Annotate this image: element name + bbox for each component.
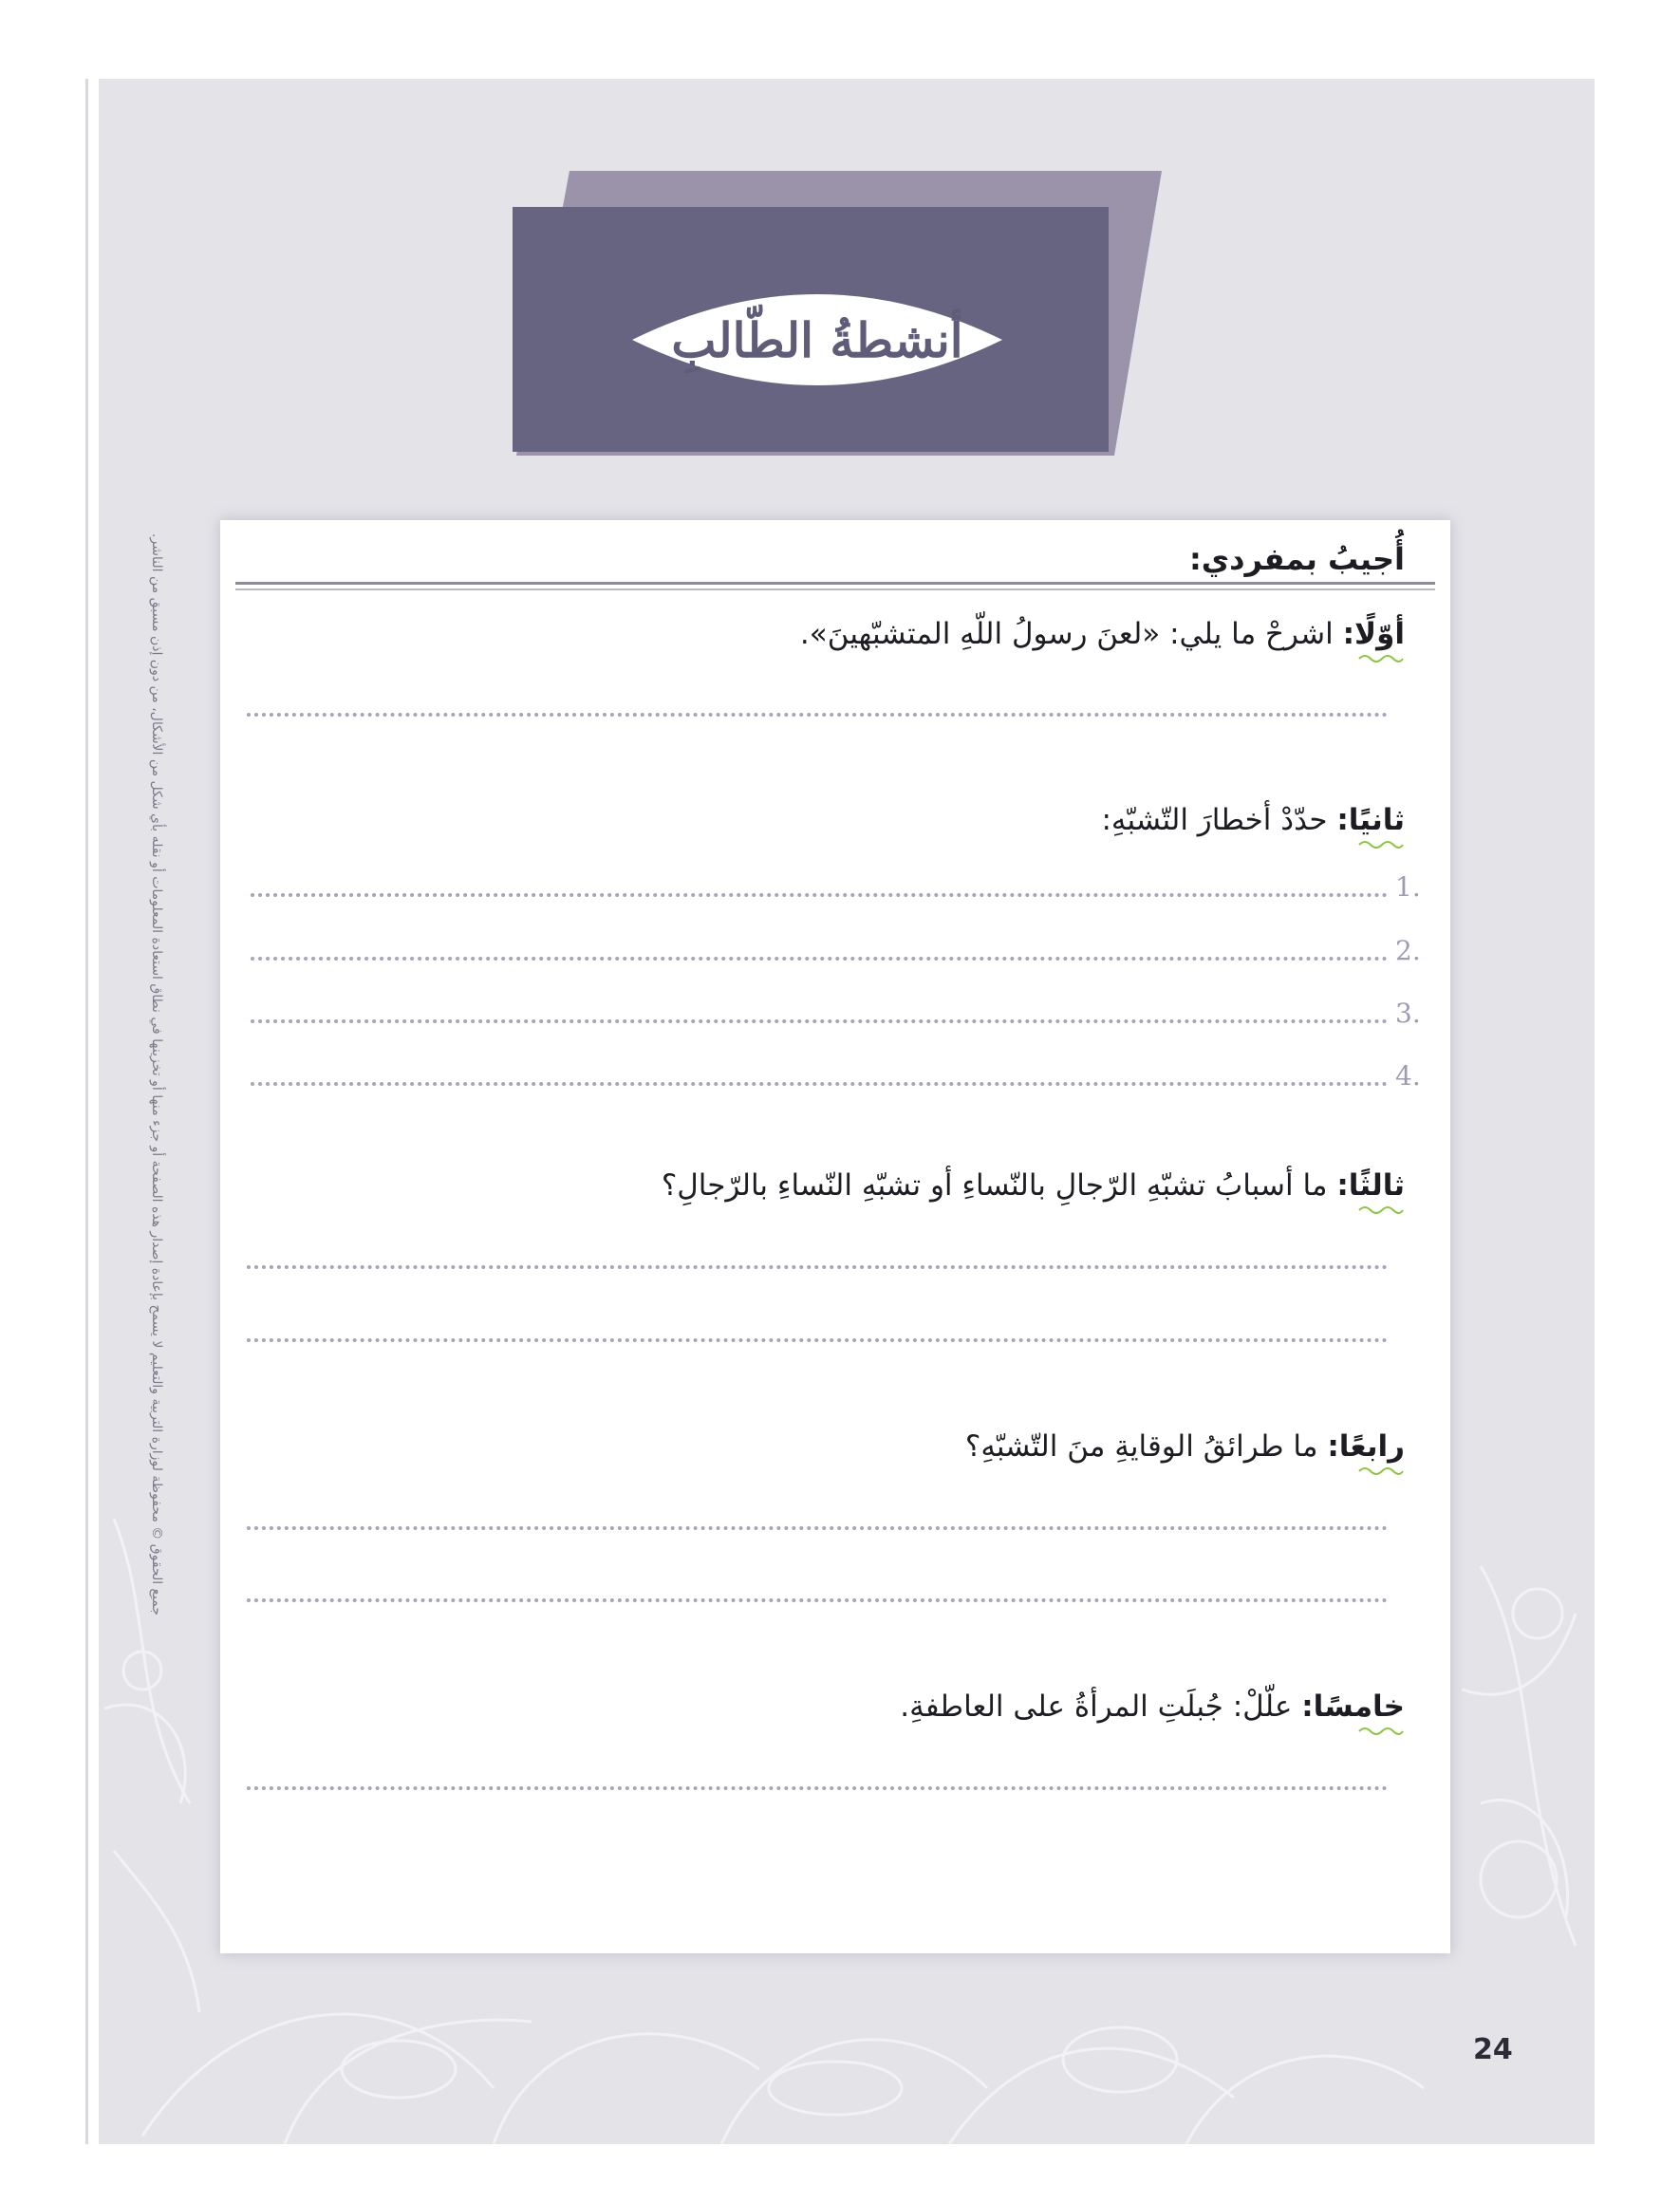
item-number-3: 3. [1395,998,1421,1029]
card-header: أُجيبُ بمفردي: [1188,541,1405,577]
copyright-text: جميع الحقوق © محفوظة لوزارة التربية والتعليم لا يسمح بإعادة إصدار هذه الصفحة أو جزء منها أو تخزينها في نطاق استعادة المعلومات أو نقله بأي شكل من الأشكال، من دون إذن مسبق من الناشر. [149,533,164,1615]
question-3-number: ثالثًا: [1336,1168,1405,1203]
question-5-number: خامسًا: [1301,1690,1405,1724]
page-number: 24 [1473,2033,1513,2066]
question-1 [800,617,1405,651]
left-margin-rule [85,79,88,2144]
question-4-text: ما طرائقُ الوقايةِ منَ التّشبّهِ؟ [964,1429,1328,1464]
question-3 [662,1168,1405,1203]
header-rule-thin [235,588,1435,590]
answer-line[interactable] [247,713,1388,717]
answer-line-4[interactable] [251,1082,1388,1086]
question-1-text: اشرحْ ما يلي: «لعنَ رسولُ اللّهِ المتشبّهينَ». [799,617,1343,651]
answer-line-1[interactable] [251,893,1388,897]
question-1-number: أوّلًا: [1343,617,1405,651]
item-number-4: 4. [1395,1060,1421,1092]
item-number-1: 1. [1395,871,1421,903]
question-2-text: حدّدْ أخطارَ التّشبّهِ: [1101,803,1337,837]
answer-line[interactable] [247,1265,1388,1269]
question-5 [900,1690,1405,1724]
copyright-notice [147,533,176,1672]
header-rule [235,582,1435,585]
banner-title: أنشطةُ الطّالبِ [671,311,963,368]
question-3-text: ما أسبابُ تشبّهِ الرّجالِ بالنّساءِ أو تشبّهِ النّساءِ بالرّجالِ؟ [661,1168,1337,1203]
answer-line-2[interactable] [251,957,1388,961]
question-4-number: رابعًا: [1327,1429,1405,1464]
answer-line[interactable] [247,1338,1388,1342]
question-2 [1101,803,1405,837]
activity-card [220,520,1450,1953]
question-2-number: ثانيًا: [1336,803,1405,837]
banner-title-lens [632,287,1002,393]
answer-line-3[interactable] [251,1019,1388,1023]
item-number-2: 2. [1395,935,1421,966]
answer-line[interactable] [247,1598,1388,1602]
question-4 [965,1429,1405,1464]
answer-line[interactable] [247,1786,1388,1790]
answer-line[interactable] [247,1526,1388,1530]
question-5-text: علّلْ: جُبلَتِ المرأةُ على العاطفةِ. [900,1690,1302,1724]
